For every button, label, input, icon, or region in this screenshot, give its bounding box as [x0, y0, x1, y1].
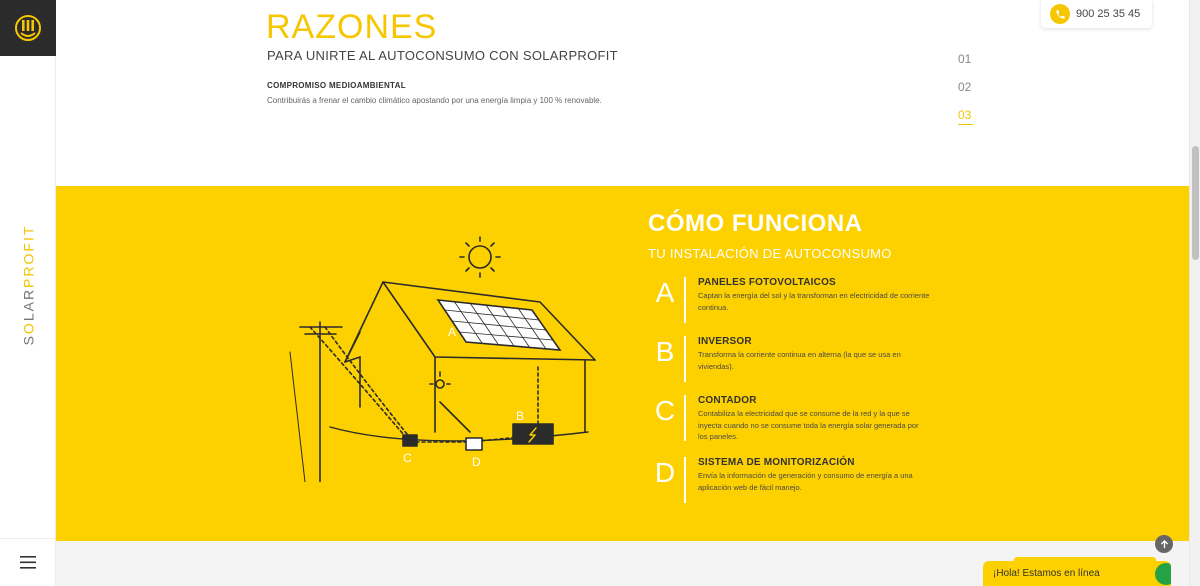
chat-widget-button[interactable]	[983, 561, 1171, 586]
menu-button[interactable]	[0, 538, 56, 586]
hamburger-icon	[20, 556, 36, 569]
como-funciona-section	[56, 186, 1189, 541]
step-desc: Contabiliza la electricidad que se consume de la red y la que se inyecta cuando no se consume toda la energía solar generada por los paneles.	[698, 409, 919, 441]
logo-button[interactable]	[0, 0, 56, 56]
phone-icon	[1050, 4, 1070, 24]
step-divider	[684, 336, 686, 382]
brand-lar: LAR	[20, 287, 36, 322]
back-to-top-button[interactable]	[1155, 535, 1173, 553]
diagram-label-d: D	[472, 455, 481, 469]
step-divider	[684, 395, 686, 441]
page-scrollbar[interactable]	[1189, 0, 1200, 586]
step-letter: B	[655, 336, 675, 367]
step-divider	[684, 277, 686, 323]
step-title: SISTEMA DE MONITORIZACIÓN	[698, 457, 855, 468]
sidebar	[0, 0, 56, 586]
solar-panel-icon	[438, 300, 560, 350]
pager-item-01[interactable]: 01	[958, 52, 972, 66]
step-a	[650, 277, 940, 329]
razones-title: RAZONES	[266, 8, 438, 46]
razon-item-desc: Contribuirás a frenar el cambio climático apostando por una energía limpia y 100 % renovable.	[267, 96, 602, 105]
diagram-label-a: A	[448, 325, 457, 339]
razones-pager	[958, 52, 988, 125]
step-title: PANELES FOTOVOLTAICOS	[698, 277, 836, 288]
razones-subtitle: PARA UNIRTE AL AUTOCONSUMO CON SOLARPROFIT	[267, 48, 618, 63]
phone-button[interactable]	[1041, 0, 1152, 28]
razon-item-title: COMPROMISO MEDIOAMBIENTAL	[267, 81, 406, 90]
step-desc: Envía la información de generación y consumo de energía a una aplicación web de fácil manejo.	[698, 471, 913, 492]
como-funciona-subtitle: TU INSTALACIÓN DE AUTOCONSUMO	[648, 246, 892, 261]
step-title: CONTADOR	[698, 395, 757, 406]
brand-o: O	[20, 321, 36, 335]
arrow-up-icon	[1160, 540, 1169, 549]
brand-s: S	[20, 334, 36, 346]
sun-icon	[460, 237, 500, 277]
step-d	[650, 457, 940, 509]
step-desc: Captan la energía del sol y la transforman en electricidad de corriente continua.	[698, 291, 930, 312]
phone-number: 900 25 35 45	[1076, 8, 1141, 20]
step-letter: A	[655, 277, 675, 308]
step-b	[650, 336, 940, 388]
chat-label: ¡Hola! Estamos en línea	[993, 568, 1100, 579]
whatsapp-icon	[1155, 563, 1171, 585]
house-diagram	[270, 232, 610, 482]
diagram-label-b: B	[516, 409, 525, 423]
como-funciona-title: CÓMO FUNCIONA	[648, 210, 863, 237]
step-desc: Transforma la corriente continua en alterna (la que se usa en viviendas).	[698, 350, 901, 371]
step-divider	[684, 457, 686, 503]
pager-item-03[interactable]: 03	[958, 108, 972, 122]
step-letter: D	[654, 457, 676, 488]
step-letter: C	[654, 395, 676, 426]
pager-item-02[interactable]: 02	[958, 80, 972, 94]
scrollbar-thumb[interactable]	[1192, 146, 1199, 260]
step-c	[650, 395, 940, 447]
sun-smile-logo-icon	[13, 13, 43, 43]
pager-active-underline	[958, 124, 973, 125]
diagram-label-c: C	[403, 451, 412, 465]
vertical-brand	[13, 224, 43, 346]
step-title: INVERSOR	[698, 336, 752, 347]
brand-profit: PROFIT	[20, 224, 36, 288]
